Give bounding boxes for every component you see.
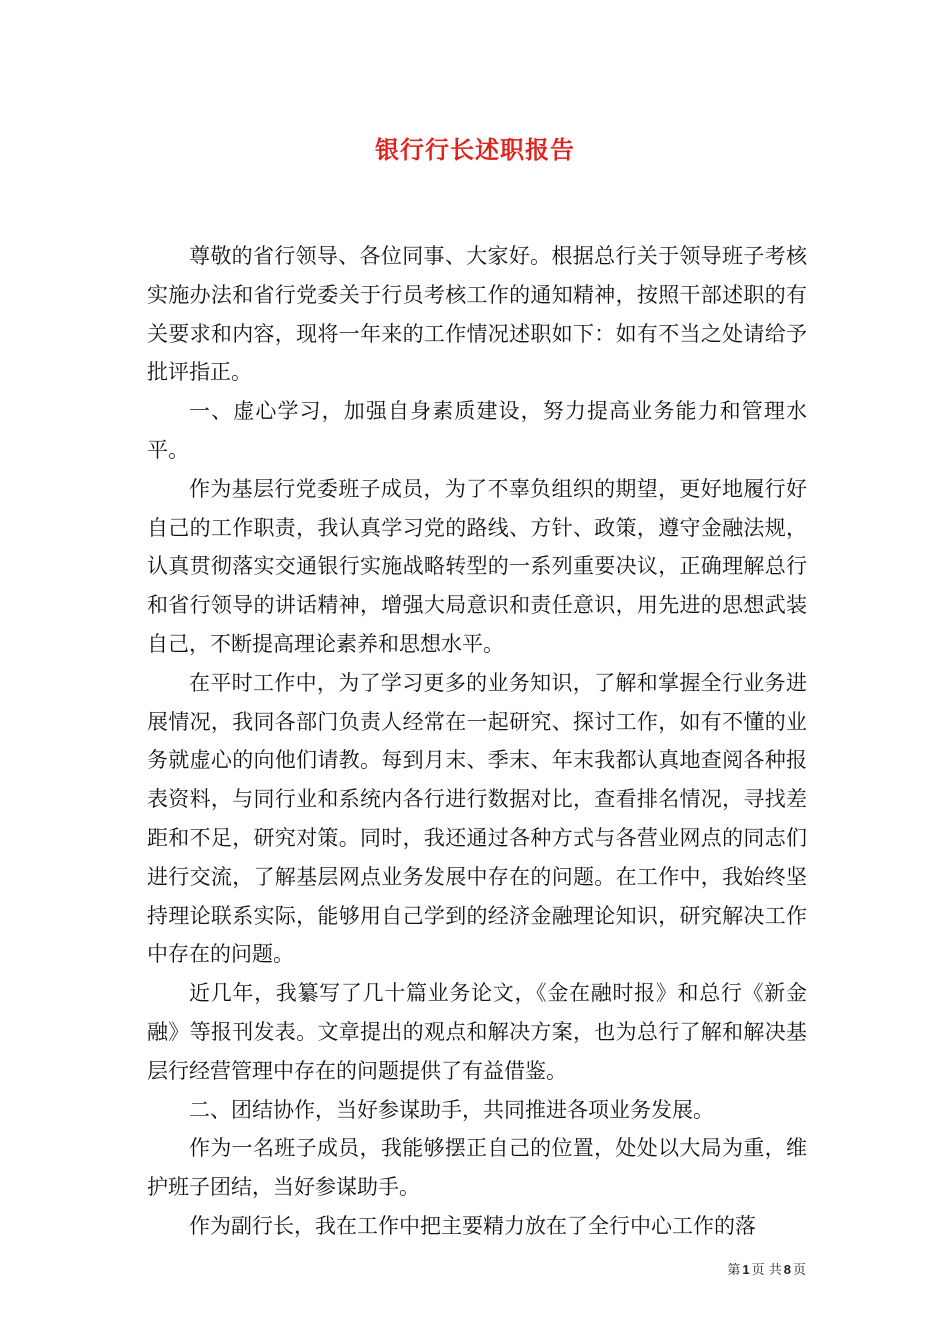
total-page-number: 8 — [783, 1262, 791, 1277]
footer-prefix: 第 — [727, 1263, 741, 1278]
paragraph: 在平时工作中，为了学习更多的业务知识，了解和掌握全行业务进展情况，我同各部门负责人经常在一起研究、探讨工作，如有不懂的业务就虚心的向他们请教。每到月末、季末、年末我都认真地查阅各种报表资料，与同行业和系统内各行进行数据对比，查看排名情况，寻找差距和不足，研究对策。同时，我还通过各种方式与各营业网点的同志们进行交流，了解基层网点业务发展中存在的问题。在工作中，我始终坚持理论联系实际，能够用自己学到的经济金融理论知识，研究解决工作中存在的问题。 — [147, 670, 807, 967]
document-title: 银行行长述职报告 — [375, 135, 575, 164]
paragraph: 尊敬的省行领导、各位同事、大家好。根据总行关于领导班子考核实施办法和省行党委关于行员考核工作的通知精神，按照干部述职的有关要求和内容，现将一年来的工作情况述职如下：如有不当之处请给予批评指正。 — [147, 244, 807, 385]
section-heading: 一、虚心学习，加强自身素质建设，努力提高业务能力和管理水平。 — [147, 399, 807, 462]
current-page-number: 1 — [742, 1262, 750, 1277]
paragraph: 近几年，我纂写了几十篇业务论文，《金在融时报》和总行《新金融》等报刊发表。文章提出的观点和解决方案，也为总行了解和解决基层行经营管理中存在的问题提供了有益借鉴。 — [147, 981, 807, 1083]
paragraph: 作为副行长，我在工作中把主要精力放在了全行中心工作的落 — [189, 1213, 756, 1238]
page-number-footer — [727, 1259, 806, 1278]
paragraph: 作为基层行党委班子成员，为了不辜负组织的期望，更好地履行好自己的工作职责，我认真学习党的路线、方针、政策，遵守金融法规，认真贯彻落实交通银行实施战略转型的一系列重要决议，正确理解总行和省行领导的讲话精神，增强大局意识和责任意识，用先进的思想武装自己，不断提高理论素养和思想水平。 — [147, 476, 807, 656]
paragraph: 作为一名班子成员，我能够摆正自己的位置，处处以大局为重，维护班子团结，当好参谋助手。 — [147, 1136, 807, 1200]
footer-middle: 页 共 — [751, 1263, 782, 1278]
document-body — [147, 237, 807, 1246]
section-heading: 二、团结协作，当好参谋助手，共同推进各项业务发展。 — [189, 1097, 714, 1122]
footer-suffix: 页 — [792, 1263, 806, 1278]
